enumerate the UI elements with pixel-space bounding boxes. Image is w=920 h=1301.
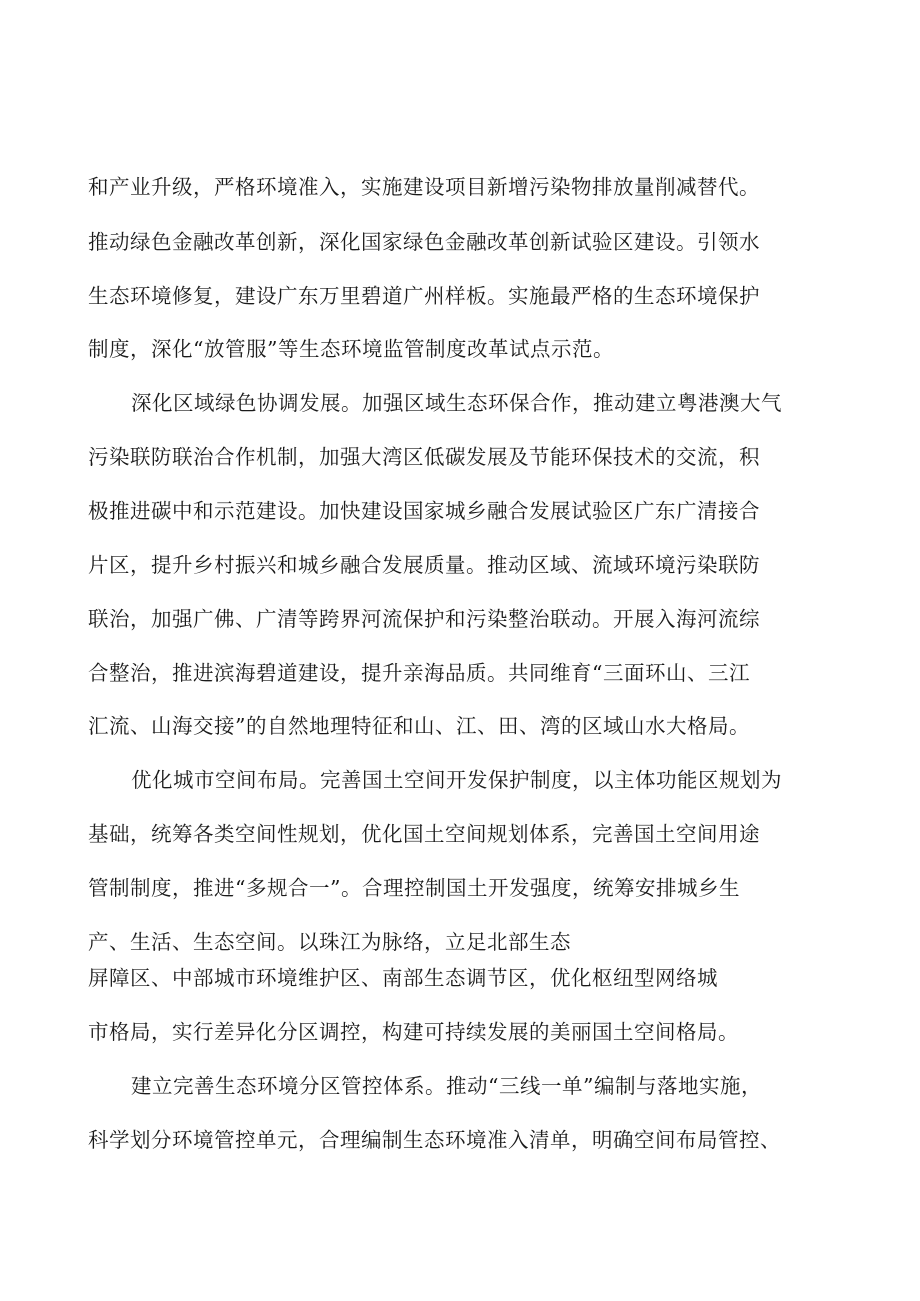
text-line: 和产业升级，严格环境准入，实施建设项目新增污染物排放量削减替代。 — [88, 175, 760, 199]
text-line: 制度，深化“放管服”等生态环境监管制度改革试点示范。 — [88, 337, 614, 361]
text-line: 科学划分环境管控单元，合理编制生态环境准入清单，明确空间布局管控、 — [88, 1128, 781, 1152]
text-line: 极推进碳中和示范建设。加快建设国家城乡融合发展试验区广东广清接合 — [88, 499, 760, 523]
text-line: 合整治，推进滨海碧道建设，提升亲海品质。共同维育“三面环山、三江 — [88, 661, 750, 685]
text-line: 管制制度，推进“多规合一”。合理控制国土开发强度，统筹安排城乡生 — [88, 876, 740, 900]
paragraph-first-line: 深化区域绿色协调发展。加强区域生态环保合作，推动建立粤港澳大气 — [131, 391, 782, 415]
text-line: 片区，提升乡村振兴和城乡融合发展质量。推动区域、流域环境污染联防 — [88, 553, 760, 577]
text-line: 生态环境修复，建设广东万里碧道广州样板。实施最严格的生态环境保护 — [88, 284, 760, 308]
text-line: 推动绿色金融改革创新，深化国家绿色金融改革创新试验区建设。引领水 — [88, 230, 760, 254]
text-line: 基础，统筹各类空间性规划，优化国土空间规划体系，完善国土空间用途 — [88, 822, 760, 846]
text-line: 污染联防联治合作机制，加强大湾区低碳发展及节能环保技术的交流，积 — [88, 445, 760, 469]
paragraph-first-line: 建立完善生态环境分区管控体系。推动“三线一单”编制与落地实施， — [131, 1074, 762, 1098]
text-line: 汇流、山海交接”的自然地理特征和山、江、田、湾的区域山水大格局。 — [88, 714, 750, 738]
text-line: 产、生活、生态空间。以珠江为脉络，立足北部生态 — [88, 930, 571, 954]
text-line: 市格局，实行差异化分区调控，构建可持续发展的美丽国土空间格局。 — [88, 1020, 739, 1044]
text-line: 联治，加强广佛、广清等跨界河流保护和污染整治联动。开展入海河流综 — [88, 607, 760, 631]
text-line: 屏障区、中部城市环境维护区、南部生态调节区，优化枢纽型网络城 — [88, 966, 718, 990]
paragraph-first-line: 优化城市空间布局。完善国土空间开发保护制度，以主体功能区规划为 — [131, 768, 782, 792]
